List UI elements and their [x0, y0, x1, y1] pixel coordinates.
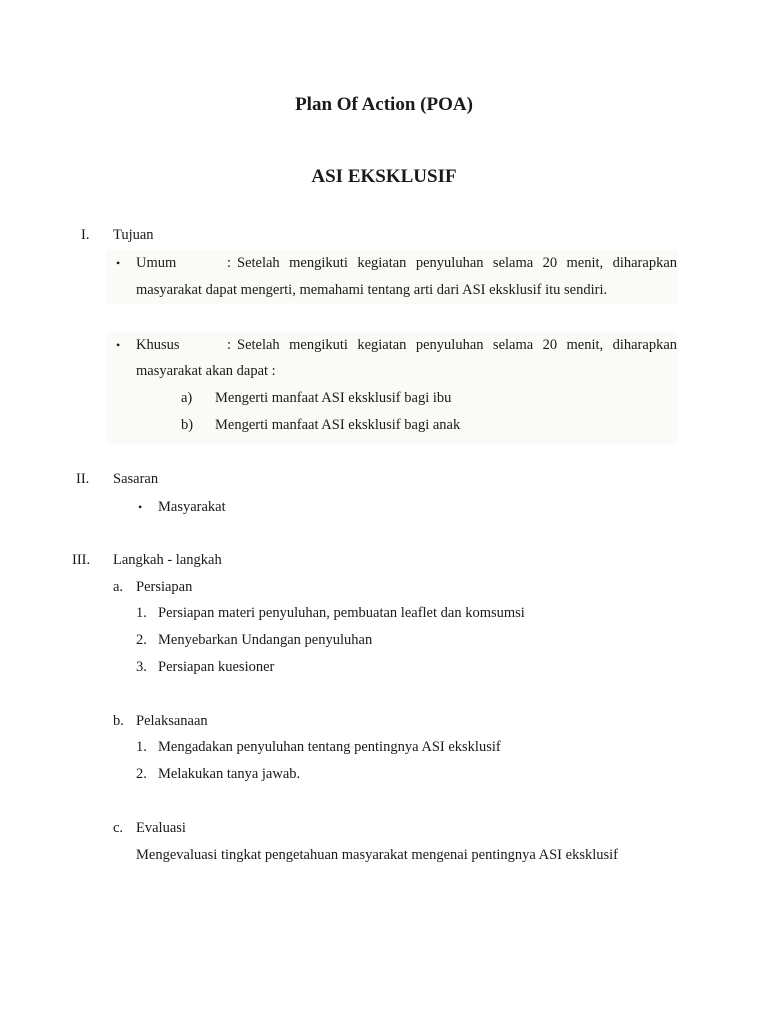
persiapan-item-3-text: Persiapan kuesioner: [158, 659, 275, 675]
section3-numeral: III.: [72, 552, 91, 568]
pelaksanaan-item-1-marker: 1.: [136, 739, 147, 755]
section2-heading: Sasaran: [113, 471, 159, 487]
pelaksanaan-item-2-marker: 2.: [136, 766, 147, 782]
khusus-colon: :: [227, 337, 232, 353]
khusus-item-a-text: Mengerti manfaat ASI eksklusif bagi ibu: [215, 390, 452, 406]
persiapan-item-2-marker: 2.: [136, 632, 147, 648]
evaluasi-heading: Evaluasi: [136, 820, 186, 836]
khusus-bullet: •: [116, 338, 121, 352]
pelaksanaan-marker: b.: [113, 713, 124, 729]
persiapan-item-3-marker: 3.: [136, 659, 147, 675]
section3-heading: Langkah - langkah: [113, 552, 222, 568]
khusus-line1: Setelah mengikuti kegiatan penyuluhan selama 20 menit, diharapkan: [237, 337, 677, 353]
khusus-line2: masyarakat akan dapat :: [136, 363, 276, 379]
umum-colon: :: [227, 255, 232, 271]
evaluasi-marker: c.: [113, 820, 124, 836]
umum-line2: masyarakat dapat mengerti, memahami tentang arti dari ASI eksklusif itu sendiri.: [136, 282, 608, 298]
persiapan-heading: Persiapan: [136, 579, 193, 595]
umum-line1: Setelah mengikuti kegiatan penyuluhan selama 20 menit, diharapkan: [237, 255, 677, 271]
pelaksanaan-item-1-text: Mengadakan penyuluhan tentang pentingnya ASI eksklusif: [158, 739, 501, 755]
persiapan-marker: a.: [113, 579, 124, 595]
khusus-label: Khusus: [136, 337, 180, 353]
section1-heading: Tujuan: [113, 227, 154, 243]
persiapan-item-1-text: Persiapan materi penyuluhan, pembuatan leaflet dan komsumsi: [158, 605, 525, 621]
khusus-item-a-marker: a): [181, 390, 193, 406]
document-subtitle: ASI EKSKLUSIF: [311, 166, 457, 187]
document-title: Plan Of Action (POA): [295, 94, 473, 115]
sasaran-bullet: •: [138, 500, 143, 514]
persiapan-item-1-marker: 1.: [136, 605, 147, 621]
section2-numeral: II.: [76, 471, 90, 487]
section1-numeral: I.: [81, 227, 90, 243]
pelaksanaan-item-2-text: Melakukan tanya jawab.: [158, 766, 301, 782]
umum-label: Umum: [136, 255, 177, 271]
khusus-item-b-marker: b): [181, 417, 194, 433]
khusus-item-b-text: Mengerti manfaat ASI eksklusif bagi anak: [215, 417, 461, 433]
evaluasi-text: Mengevaluasi tingkat pengetahuan masyarakat mengenai pentingnya ASI eksklusif: [136, 847, 618, 863]
pelaksanaan-heading: Pelaksanaan: [136, 713, 208, 729]
persiapan-item-2-text: Menyebarkan Undangan penyuluhan: [158, 632, 373, 648]
umum-bullet: •: [116, 256, 121, 270]
sasaran-item: Masyarakat: [158, 499, 226, 515]
